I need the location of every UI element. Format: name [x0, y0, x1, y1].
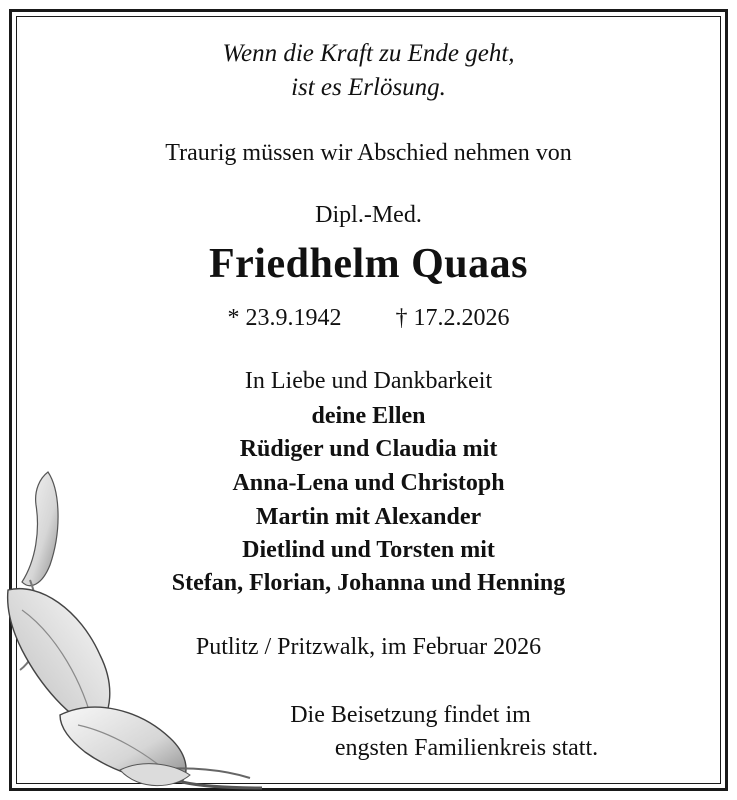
- life-dates: [0, 305, 737, 332]
- burial-line-2: engsten Familienkreis statt.: [334, 735, 599, 761]
- mourner-line: deine Ellen: [311, 403, 426, 429]
- deceased-name: Friedhelm Quaas: [209, 241, 528, 287]
- mourner-line: Anna-Lena und Christoph: [232, 470, 505, 496]
- mourner-line: Dietlind und Torsten mit: [242, 537, 495, 563]
- mourners-lead: In Liebe und Dankbarkeit: [244, 368, 493, 394]
- academic-title: Dipl.-Med.: [315, 202, 422, 228]
- mourner-line: Martin mit Alexander: [255, 504, 482, 530]
- burial-line-1: Die Beisetzung findet im: [290, 702, 531, 728]
- birth-date: * 23.9.1942: [227, 305, 342, 331]
- mourner-line: Stefan, Florian, Johanna und Henning: [171, 570, 566, 596]
- intro-text: Traurig müssen wir Abschied nehmen von: [165, 140, 572, 166]
- motto-line-2: ist es Erlösung.: [291, 74, 446, 101]
- death-date: † 17.2.2026: [395, 305, 510, 331]
- motto-line-1: Wenn die Kraft zu Ende geht,: [222, 40, 515, 67]
- place-date: Putlitz / Pritzwalk, im Februar 2026: [195, 634, 542, 660]
- mourner-line: Rüdiger und Claudia mit: [239, 436, 498, 462]
